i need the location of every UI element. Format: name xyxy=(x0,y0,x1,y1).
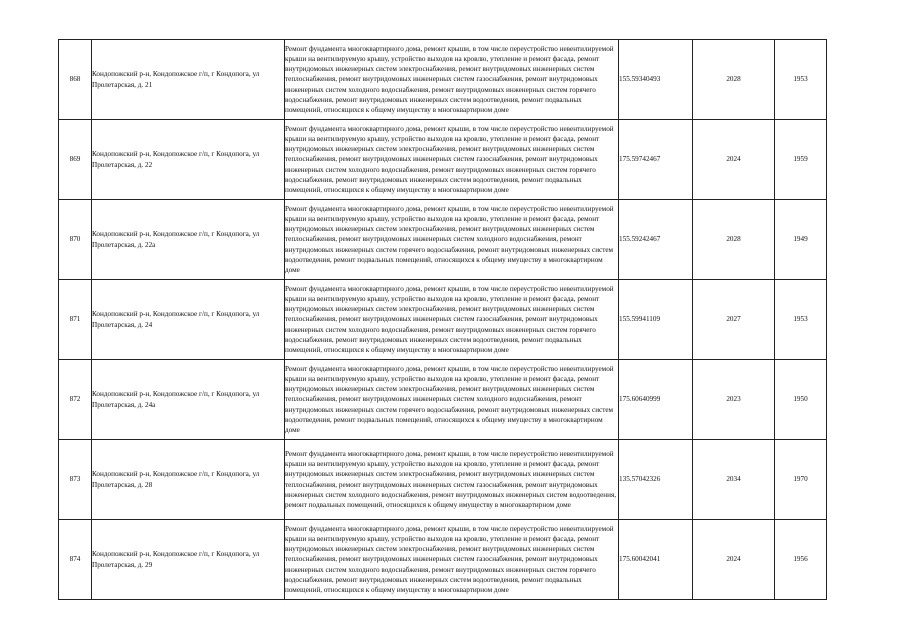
works-cell: Ремонт фундамента многоквартирного дома, ремонт крыши, в том числе переустройство невентилируемой крыши на вентилируемую крышу, устройство выходов на кровлю, утепление и ремонт фасада, ремонт внутридомовых инженерных систем электроснабжения, ремонт внутридомовых инженерных систем теплоснабжения, ремонт внутридомовых инженерных систем холодного водоснабжения, ремонт внутридомовых инженерных систем горячего водоснабжения, ремонт внутридомовых инженерных систем водоотведения, ремонт подвальных помещений, относящихся к общему имуществу в многоквартирном доме xyxy=(285,360,619,440)
cost-cell: 155.59941109 xyxy=(619,280,693,360)
built-year-cell: 1956 xyxy=(775,520,827,600)
cost-cell: 175.60042041 xyxy=(619,520,693,600)
cost-cell: 155.59242467 xyxy=(619,200,693,280)
built-year-cell: 1953 xyxy=(775,40,827,120)
row-number: 874 xyxy=(59,520,92,600)
built-year-cell: 1949 xyxy=(775,200,827,280)
cost-cell: 175.60640999 xyxy=(619,360,693,440)
address-cell: Кондопожский р-н, Кондопожское г/п, г Кондопога, ул Пролетарская, д. 29 xyxy=(92,520,285,600)
repair-year-cell: 2027 xyxy=(693,280,775,360)
cost-cell: 155.59340493 xyxy=(619,40,693,120)
built-year-cell: 1953 xyxy=(775,280,827,360)
row-number: 869 xyxy=(59,120,92,200)
table-row xyxy=(59,280,827,360)
works-cell: Ремонт фундамента многоквартирного дома, ремонт крыши, в том числе переустройство невентилируемой крыши на вентилируемую крышу, устройство выходов на кровлю, утепление и ремонт фасада, ремонт внутридомовых инженерных систем электроснабжения, ремонт внутридомовых инженерных систем теплоснабжения, ремонт внутридомовых инженерных систем газоснабжения, ремонт внутридомовых инженерных систем холодного водоснабжения, ремонт внутридомовых инженерных систем горячего водоснабжения, ремонт внутридомовых инженерных систем водоотведения, ремонт подвальных помещений, относящихся к общему имуществу в многоквартирном доме xyxy=(285,120,619,200)
repair-year-cell: 2028 xyxy=(693,200,775,280)
works-cell: Ремонт фундамента многоквартирного дома, ремонт крыши, в том числе переустройство невентилируемой крыши на вентилируемую крышу, устройство выходов на кровлю, утепление и ремонт фасада, ремонт внутридомовых инженерных систем электроснабжения, ремонт внутридомовых инженерных систем теплоснабжения, ремонт внутридомовых инженерных систем газоснабжения, ремонт внутридомовых инженерных систем холодного водоснабжения, ремонт внутридомовых инженерных систем горячего водоснабжения, ремонт внутридомовых инженерных систем водоотведения, ремонт подвальных помещений, относящихся к общему имуществу в многоквартирном доме xyxy=(285,520,619,600)
repair-year-cell: 2034 xyxy=(693,440,775,520)
built-year-cell: 1950 xyxy=(775,360,827,440)
address-cell: Кондопожский р-н, Кондопожское г/п, г Кондопога, ул Пролетарская, д. 28 xyxy=(92,440,285,520)
table-row xyxy=(59,120,827,200)
address-cell: Кондопожский р-н, Кондопожское г/п, г Кондопога, ул Пролетарская, д. 22а xyxy=(92,200,285,280)
row-number: 871 xyxy=(59,280,92,360)
works-cell: Ремонт фундамента многоквартирного дома, ремонт крыши, в том числе переустройство невентилируемой крыши на вентилируемую крышу, устройство выходов на кровлю, утепление и ремонт фасада, ремонт внутридомовых инженерных систем электроснабжения, ремонт внутридомовых инженерных систем теплоснабжения, ремонт внутридомовых инженерных систем газоснабжения, ремонт внутридомовых инженерных систем холодного водоснабжения, ремонт внутридомовых инженерных систем горячего водоснабжения, ремонт внутридомовых инженерных систем водоотведения, ремонт подвальных помещений, относящихся к общему имуществу в многоквартирном доме xyxy=(285,280,619,360)
works-cell: Ремонт фундамента многоквартирного дома, ремонт крыши, в том числе переустройство невентилируемой крыши на вентилируемую крышу, устройство выходов на кровлю, утепление и ремонт фасада, ремонт внутридомовых инженерных систем электроснабжения, ремонт внутридомовых инженерных систем теплоснабжения, ремонт внутридомовых инженерных систем холодного водоснабжения, ремонт внутридомовых инженерных систем горячего водоснабжения, ремонт внутридомовых инженерных систем водоотведения, ремонт подвальных помещений, относящихся к общему имуществу в многоквартирном доме xyxy=(285,200,619,280)
repair-year-cell: 2028 xyxy=(693,40,775,120)
cost-cell: 175.59742467 xyxy=(619,120,693,200)
repair-year-cell: 2024 xyxy=(693,120,775,200)
row-number: 870 xyxy=(59,200,92,280)
table-row xyxy=(59,520,827,600)
row-number: 868 xyxy=(59,40,92,120)
works-cell: Ремонт фундамента многоквартирного дома, ремонт крыши, в том числе переустройство невентилируемой крыши на вентилируемую крышу, устройство выходов на кровлю, утепление и ремонт фасада, ремонт внутридомовых инженерных систем электроснабжения, ремонт внутридомовых инженерных систем теплоснабжения, ремонт внутридомовых инженерных систем газоснабжения, ремонт внутридомовых инженерных систем холодного водоснабжения, ремонт внутридомовых инженерных систем водоотведения, ремонт подвальных помещений, относящихся к общему имуществу в многоквартирном доме xyxy=(285,440,619,520)
works-cell: Ремонт фундамента многоквартирного дома, ремонт крыши, в том числе переустройство невентилируемой крыши на вентилируемую крышу, устройство выходов на кровлю, утепление и ремонт фасада, ремонт внутридомовых инженерных систем электроснабжения, ремонт внутридомовых инженерных систем теплоснабжения, ремонт внутридомовых инженерных систем газоснабжения, ремонт внутридомовых инженерных систем холодного водоснабжения, ремонт внутридомовых инженерных систем горячего водоснабжения, ремонт внутридомовых инженерных систем водоотведения, ремонт подвальных помещений, относящихся к общему имуществу в многоквартирном доме xyxy=(285,40,619,120)
row-number: 873 xyxy=(59,440,92,520)
address-cell: Кондопожский р-н, Кондопожское г/п, г Кондопога, ул Пролетарская, д. 24 xyxy=(92,280,285,360)
row-number: 872 xyxy=(59,360,92,440)
cost-cell: 135.57042326 xyxy=(619,440,693,520)
built-year-cell: 1959 xyxy=(775,120,827,200)
address-cell: Кондопожский р-н, Кондопожское г/п, г Кондопога, ул Пролетарская, д. 22 xyxy=(92,120,285,200)
repair-year-cell: 2024 xyxy=(693,520,775,600)
address-cell: Кондопожский р-н, Кондопожское г/п, г Кондопога, ул Пролетарская, д. 24а xyxy=(92,360,285,440)
table-row xyxy=(59,40,827,120)
repair-year-cell: 2023 xyxy=(693,360,775,440)
address-cell: Кондопожский р-н, Кондопожское г/п, г Кондопога, ул Пролетарская, д. 21 xyxy=(92,40,285,120)
built-year-cell: 1970 xyxy=(775,440,827,520)
repair-program-table xyxy=(58,39,827,600)
table-row xyxy=(59,440,827,520)
table-row xyxy=(59,200,827,280)
table-row xyxy=(59,360,827,440)
